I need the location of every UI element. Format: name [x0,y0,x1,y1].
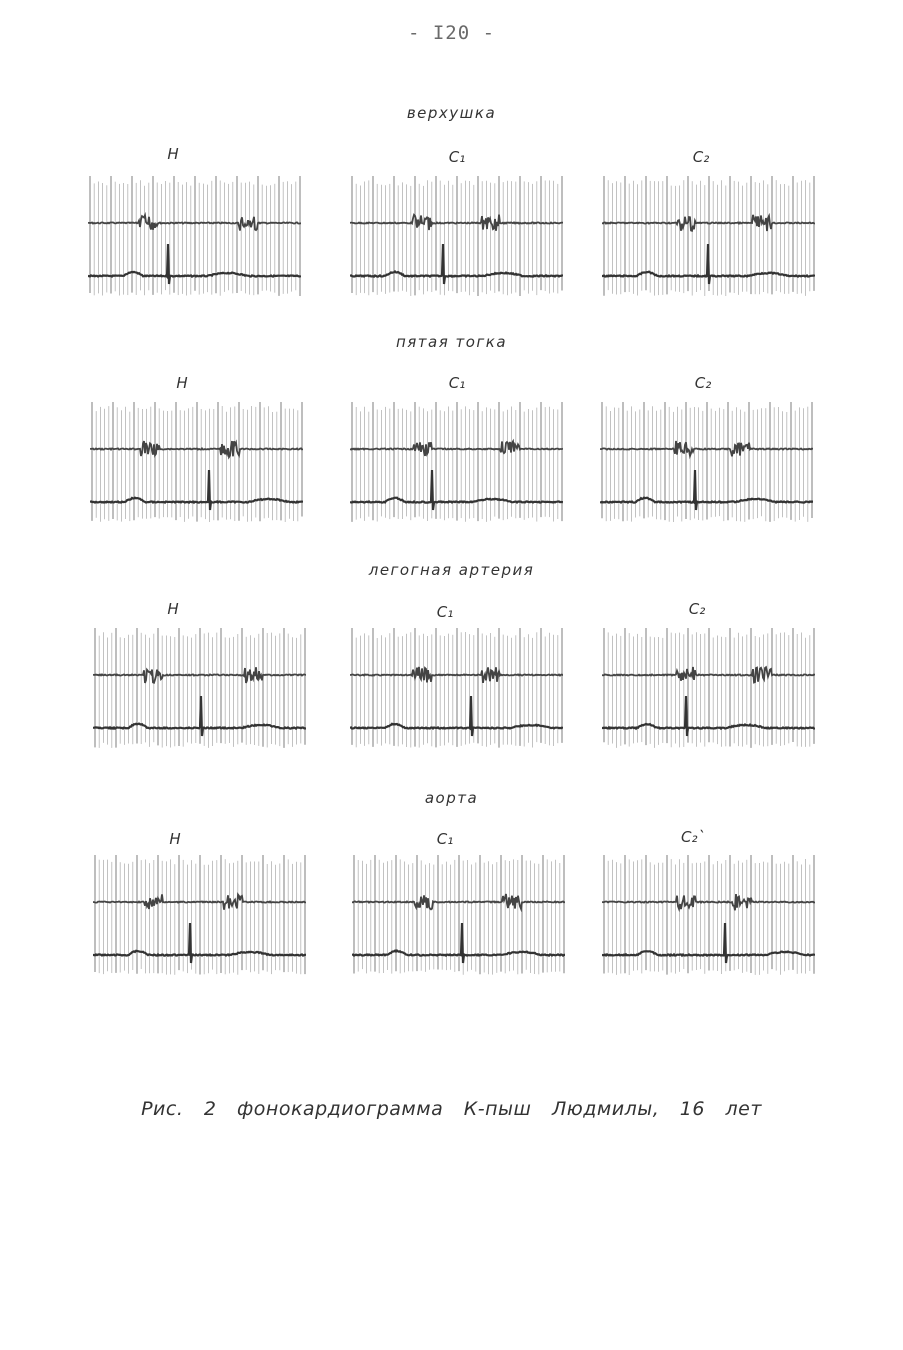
panel-label-c1: С₁ [436,603,454,621]
panel-label-n: Н [169,830,181,848]
trace-svg [350,402,563,522]
trace-svg [350,628,563,748]
figure-caption: Рис. 2 фонокардиограмма К-пыш Людмилы, 16 лет [141,1098,762,1120]
trace-svg [93,628,306,748]
trace-svg [602,855,815,975]
panel-label-c1: С₁ [436,830,454,848]
row-title-apex: верхушка [406,104,497,122]
phonocardiogram-trace [93,855,306,975]
panel-label-c1: С₁ [448,374,466,392]
phonocardiogram-trace [352,855,565,975]
panel-label-n: Н [167,600,179,618]
phonocardiogram-trace [350,402,563,522]
phonocardiogram-trace [350,176,563,296]
panel-label-c1: С₁ [448,148,466,166]
trace-svg [600,402,813,522]
phonocardiogram-trace [350,628,563,748]
trace-svg [352,855,565,975]
panel-label-c2: С₂ [694,374,712,392]
panel-label-n: Н [176,374,188,392]
phonocardiogram-trace [93,628,306,748]
phonocardiogram-trace [602,855,815,975]
row-title-aorta: аорта [424,789,479,807]
phonocardiogram-trace [600,402,813,522]
phonocardiogram-trace [602,628,815,748]
phonocardiogram-trace [90,402,303,522]
row-title-pulmonary-artery: легогная артерия [368,561,535,579]
trace-svg [602,176,815,296]
row-title-fifth-point: пятая тогка [395,333,508,351]
trace-svg [93,855,306,975]
panel-label-n: Н [167,145,179,163]
trace-svg [350,176,563,296]
trace-svg [602,628,815,748]
page-number: - I20 - [407,22,496,44]
panel-label-c2: С₂ [692,148,710,166]
phonocardiogram-trace [88,176,301,296]
phonocardiogram-trace [602,176,815,296]
panel-label-c2: С₂` [681,828,705,846]
trace-svg [90,402,303,522]
trace-svg [88,176,301,296]
panel-label-c2: С₂ [688,600,706,618]
